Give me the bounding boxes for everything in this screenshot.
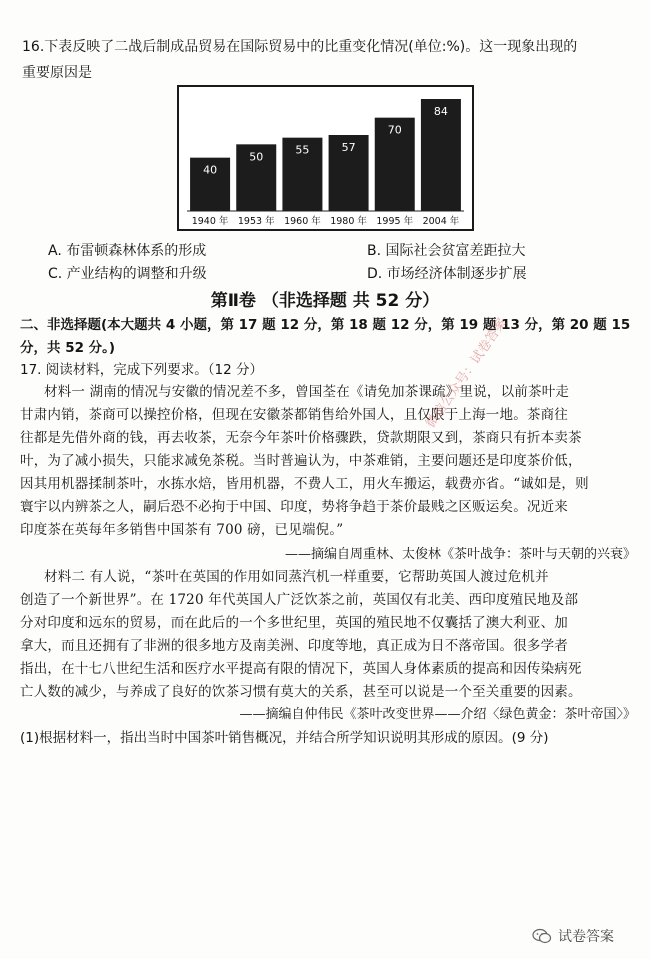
chart-tick-label: 1953 年: [237, 216, 275, 227]
material-2-line-4: 拿大，而且还拥有了非洲的很多地方及南美洲、印度等地，真正成为日不落帝国。很多学者: [20, 638, 568, 654]
choice-c: C. 产业结构的调整和升级: [48, 266, 207, 282]
question-16-line-2: 重要原因是: [22, 65, 92, 81]
material-2-line-1: 材料二 有人说，“茶叶在英国的作用如同蒸汽机一样重要，它帮助英国人渡过危机并: [44, 569, 549, 585]
choice-d: D. 市场经济体制逐步扩展: [367, 266, 527, 282]
material-1-line-2: 甘肃内销，茶商可以操控价格，但现在安徽茶都销售给外国人，且仅限于上海一地。茶商往: [20, 407, 568, 423]
material-1-line-6: 寰宇以内辨茶之人，嗣后恐不必拘于中国、印度，势将争趋于茶价最贱之区贩运矣。况近来: [20, 499, 568, 515]
material-1-line-4: 叶，为了减小损失，只能求减免茶税。当时普遍认为，中茶难销，主要问题还是印度茶价低，: [20, 453, 582, 469]
material-2-line-5: 指出，在十七八世纪生活和医疗水平提高有限的情况下，英国人身体素质的提高和因传染病死: [20, 661, 582, 677]
question-16-line-1: 16.下表反映了二战后制成品贸易在国际贸易中的比重变化情况(单位:%)。这一现象出现的: [22, 39, 578, 55]
sub-question-1: (1)根据材料一，指出当时中国茶叶销售概况，并结合所学知识说明其形成的原因。(9 分): [20, 730, 549, 746]
chart-data-label: 55: [295, 143, 310, 157]
chart-data-label: 84: [433, 105, 448, 118]
material-1-line-3: 往都是先借外商的钱，再去收茶，无奈今年茶叶价格骤跌，贷款期限又到，茶商只有折本卖茶: [20, 430, 582, 446]
choice-a: A. 布雷顿森林体系的形成: [48, 243, 207, 259]
footer-logo: [532, 926, 614, 946]
material-2-line-2: 创造了一个新世界”。在 1720 年代英国人广泛饮茶之前，英国仅有北美、西印度殖民地及部: [20, 592, 579, 608]
section-description: 二、非选择题(本大题共 4 小题，第 17 题 12 分，第 18 题 12 分，第 19 题 13 分，第 20 题 15 分，共 52 分。): [20, 317, 631, 356]
question-17-stem: 17. 阅读材料，完成下列要求。（12 分）: [20, 362, 263, 378]
chart-data-label: 50: [249, 150, 264, 164]
chart-tick-label: 1940 年: [191, 216, 229, 227]
material-2-line-3: 分对印度和远东的贸易，而在此后的一个多世纪里，英国的殖民地不仅囊括了澳大利亚、加: [20, 615, 568, 631]
material-1-source: ——摘编自周重林、太俊林《茶叶战争：茶叶与天朝的兴衰》: [284, 547, 636, 562]
bar-chart-svg: [179, 87, 472, 229]
chart-tick-label: 2004 年: [422, 216, 460, 227]
material-1-line-7: 印度茶在英每年多销售中国茶有 700 磅，已见端倪。”: [20, 522, 344, 538]
chart-tick-label: 1995 年: [376, 216, 414, 227]
chart-tick-label: 1960 年: [284, 216, 321, 227]
wechat-icon: [532, 928, 552, 944]
question-16: [22, 34, 577, 86]
chart-data-label: 70: [387, 123, 402, 137]
chart-tick-label: 1980 年: [330, 216, 367, 227]
section-title: 第Ⅱ卷 （非选择题 共 52 分）: [210, 291, 440, 311]
material-2-source: ——摘编自仲伟民《茶叶改变世界——介绍〈绿色黄金：茶叶帝国〉》: [239, 707, 636, 722]
chart-data-label: 57: [341, 141, 356, 154]
footer-text: 试卷答案: [558, 929, 614, 945]
bar-chart: [177, 85, 474, 231]
material-2-line-6: 亡人数的减少，与养成了良好的饮茶习惯有莫大的关系，甚至可以说是一个至关重要的因素。: [20, 684, 582, 700]
material-1-line-5: 因其用机器揉制茶叶，水拣水焙，皆用机器，不费人工，用火车搬运，载费亦省。“诚如是，则: [20, 476, 589, 492]
choice-b: B. 国际社会贫富差距拉大: [367, 243, 526, 259]
material-1-line-1: 材料一 湖南的情况与安徽的情况差不多，曾国荃在《请免加茶课疏》里说，以前茶叶走: [44, 384, 570, 400]
chart-data-label: 40: [203, 163, 218, 177]
watermark: 微信公众号：试卷答案: [423, 315, 511, 431]
